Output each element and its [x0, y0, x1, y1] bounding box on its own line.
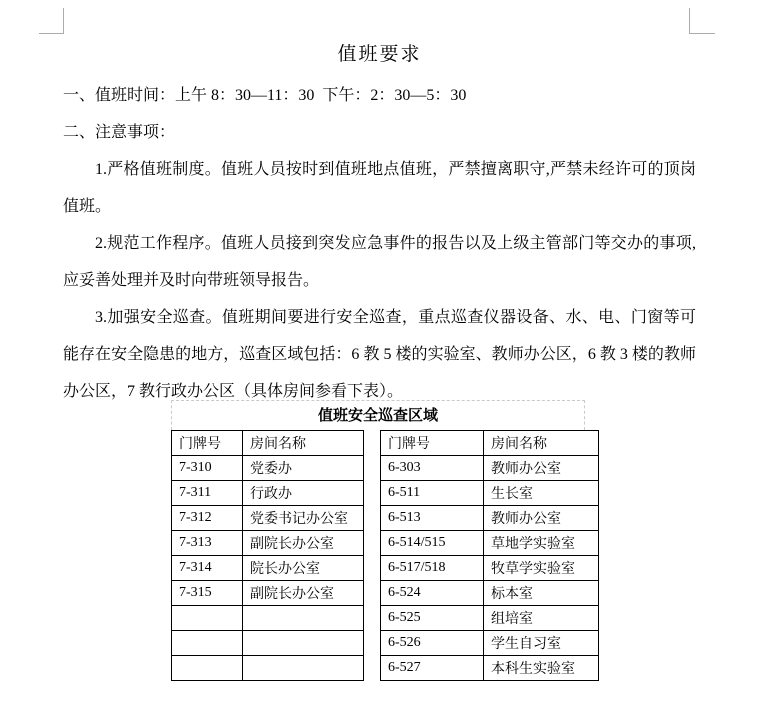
column-header-room-name: 房间名称: [484, 431, 599, 456]
table-row: [381, 581, 599, 606]
column-header-door-number: 门牌号: [381, 431, 484, 456]
table-cell: 7-311: [172, 481, 243, 506]
paragraph-note-2: 2.规范工作程序。值班人员接到突发应急事件的报告以及上级主管部门等交办的事项,应妥善处理并及时向带班领导报告。: [63, 235, 696, 289]
column-header-room-name: 房间名称: [243, 431, 364, 456]
table-cell: 6-524: [381, 581, 484, 606]
table-row: [381, 606, 599, 631]
table-cell: 7-315: [172, 581, 243, 606]
table-cell: 6-511: [381, 481, 484, 506]
table-cell: 7-314: [172, 556, 243, 581]
inspection-tables: [171, 430, 585, 681]
document-body: [63, 77, 696, 410]
table-row: [172, 506, 364, 531]
table-row: [172, 531, 364, 556]
paragraph-notes-heading: 二、注意事项：: [63, 124, 176, 141]
table-cell: 草地学实验室: [484, 531, 599, 556]
table-cell: 学生自习室: [484, 631, 599, 656]
table-cell: [172, 631, 243, 656]
table-cell: 6-513: [381, 506, 484, 531]
table-header-row: [381, 431, 599, 456]
table-cell: 院长办公室: [243, 556, 364, 581]
table-row: [381, 631, 599, 656]
table-cell: 6-514/515: [381, 531, 484, 556]
table-cell: 教师办公室: [484, 506, 599, 531]
table-row: [381, 531, 599, 556]
table-cell: 6-527: [381, 656, 484, 681]
table-row: [381, 656, 599, 681]
table-cell: 副院长办公室: [243, 531, 364, 556]
table-row: [381, 506, 599, 531]
table-cell: 生长室: [484, 481, 599, 506]
table-cell: 牧草学实验室: [484, 556, 599, 581]
column-header-door-number: 门牌号: [172, 431, 243, 456]
table-cell: 党委办: [243, 456, 364, 481]
table-header-row: [172, 431, 364, 456]
table-cell: 本科生实验室: [484, 656, 599, 681]
table-cell: [243, 656, 364, 681]
table-row: [172, 456, 364, 481]
table-cell: 组培室: [484, 606, 599, 631]
table-cell: 副院长办公室: [243, 581, 364, 606]
table-cell: 6-303: [381, 456, 484, 481]
paragraph-note-1: 1.严格值班制度。值班人员按时到值班地点值班，严禁擅离职守,严禁未经许可的顶岗值班。: [63, 161, 696, 215]
table-row: [381, 456, 599, 481]
table-cell: 标本室: [484, 581, 599, 606]
table-cell: [172, 606, 243, 631]
table-cell: 教师办公室: [484, 456, 599, 481]
table-cell: [172, 656, 243, 681]
table-cell: 行政办: [243, 481, 364, 506]
paragraph-note-3: 3.加强安全巡查。值班期间要进行安全巡查，重点巡查仪器设备、水、电、门窗等可能存在安全隐患的地方，巡查区域包括：6 教 5 楼的实验室、教师办公区，6 教 3 楼的教师办公区，7 教行政办公区（具体房间参看下表）。: [63, 309, 696, 400]
inspection-table-right: [380, 430, 599, 681]
table-cell: 6-517/518: [381, 556, 484, 581]
table-cell: 7-312: [172, 506, 243, 531]
document-title: 值班要求: [337, 44, 422, 65]
inspection-table-left: [171, 430, 364, 681]
table-row-empty: [172, 606, 364, 631]
table-cell: 7-313: [172, 531, 243, 556]
table-cell: 6-526: [381, 631, 484, 656]
table-cell: 7-310: [172, 456, 243, 481]
table-cell: [243, 631, 364, 656]
table-row: [172, 581, 364, 606]
crop-mark-right-icon: [689, 8, 715, 34]
table-row: [381, 481, 599, 506]
inspection-area-canvas: [171, 400, 585, 681]
table-cell: 党委书记办公室: [243, 506, 364, 531]
table-cell: [243, 606, 364, 631]
table-row-empty: [172, 656, 364, 681]
paragraph-duty-time: 一、值班时间：上午 8：30—11：30 下午：2：30—5：30: [63, 87, 467, 104]
table-row-empty: [172, 631, 364, 656]
table-cell: 6-525: [381, 606, 484, 631]
table-row: [381, 556, 599, 581]
inspection-table-title: 值班安全巡查区域: [171, 400, 585, 430]
crop-mark-left-icon: [39, 8, 64, 34]
table-row: [172, 481, 364, 506]
table-row: [172, 556, 364, 581]
